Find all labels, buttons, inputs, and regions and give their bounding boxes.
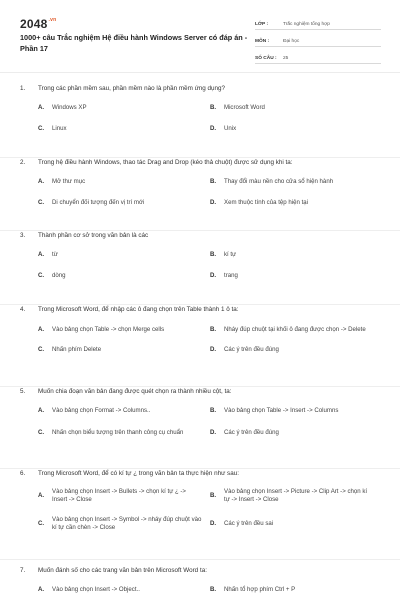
question-body: Muốn chia đoạn văn bản đang được quét chọn ra thành nhiều cột, ta: xyxy=(38,388,232,395)
answer-text: dòng xyxy=(52,271,66,279)
answer-letter: D. xyxy=(210,124,217,132)
question-text xyxy=(20,305,384,314)
answer-text: Các ý trên đều đúng xyxy=(224,346,279,353)
meta-value: Đại học xyxy=(283,39,300,44)
answer-option[interactable] xyxy=(38,514,210,534)
answer-text: Microsoft Word xyxy=(224,104,265,111)
answer-text: trang xyxy=(224,271,238,279)
answer-option[interactable] xyxy=(38,346,210,355)
answer-option[interactable] xyxy=(210,104,382,113)
question-body: Trong Microsoft Word, để có kí tự ¿ trong văn bản ta thực hiện như sau: xyxy=(38,470,239,477)
question-item xyxy=(0,387,400,469)
page-title: 1000+ câu Trắc nghiệm Hệ điều hành Windows Server có đáp án - Phần 17 xyxy=(20,33,248,53)
meta-row-class xyxy=(255,16,381,30)
answer-text: Unix xyxy=(224,124,237,132)
answer-text: Xem thuộc tính của tệp hiện tại xyxy=(224,198,309,206)
question-number: 1. xyxy=(20,85,26,92)
logo-extension: .vn xyxy=(48,17,57,23)
answer-text: Nhấn chọn biểu tượng trên thanh công cụ chuẩn xyxy=(52,429,184,437)
question-item xyxy=(0,469,400,560)
question-text xyxy=(20,566,384,575)
question-text xyxy=(20,469,384,478)
answer-option[interactable] xyxy=(38,586,210,595)
answer-grid xyxy=(38,251,384,280)
answer-letter: B. xyxy=(210,325,217,333)
answer-letter: C. xyxy=(38,271,45,279)
answer-grid xyxy=(38,104,384,133)
answer-text: Mở thư mục xyxy=(52,178,86,185)
answer-text: Vào bảng chọn Insert -> Object.. xyxy=(52,586,140,593)
answer-letter: A. xyxy=(38,104,45,111)
header-divider xyxy=(0,72,400,73)
question-number: 4. xyxy=(20,306,26,313)
answer-grid xyxy=(38,586,384,595)
answer-option[interactable] xyxy=(38,486,210,506)
meta-panel xyxy=(255,16,381,67)
question-number: 2. xyxy=(20,159,26,166)
meta-label: SỐ CÂU : xyxy=(255,56,277,61)
answer-text: từ xyxy=(52,251,58,258)
answer-option[interactable] xyxy=(38,104,210,113)
answer-letter: B. xyxy=(210,251,217,258)
answer-option[interactable] xyxy=(210,320,382,340)
question-item xyxy=(0,84,400,158)
answer-text: Di chuyển đối tượng đến vị trí mới xyxy=(52,198,145,206)
answer-option[interactable] xyxy=(38,424,210,444)
answer-letter: C. xyxy=(38,198,45,206)
question-number: 6. xyxy=(20,470,26,477)
question-number: 5. xyxy=(20,388,26,395)
question-body: Trong Microsoft Word, để nhập các ô đang chọn trên Table thành 1 ô ta: xyxy=(38,306,239,313)
answer-option[interactable] xyxy=(210,407,382,416)
answer-letter: A. xyxy=(38,586,45,593)
answer-text: Vào bảng chọn Table -> Insert -> Columns xyxy=(224,407,339,414)
answer-option[interactable] xyxy=(38,272,210,281)
answer-letter: A. xyxy=(38,407,45,414)
answer-letter: D. xyxy=(210,346,217,353)
answer-option[interactable] xyxy=(210,514,382,534)
answer-option[interactable] xyxy=(210,346,382,355)
answer-text: Thay đổi màu nền cho cửa sổ hiện hành xyxy=(224,178,334,185)
question-body: Muốn đánh số cho các trang văn bản trên Microsoft Word ta: xyxy=(38,567,207,574)
answer-letter: A. xyxy=(38,491,45,499)
answer-letter: A. xyxy=(38,178,45,185)
answer-letter: C. xyxy=(38,519,45,527)
meta-row-subject xyxy=(255,33,381,47)
question-body: Trong các phần mềm sau, phần mềm nào là phần mềm ứng dụng? xyxy=(38,85,226,92)
answer-option[interactable] xyxy=(38,178,210,187)
answer-letter: B. xyxy=(210,491,217,499)
answer-letter: A. xyxy=(38,325,45,333)
question-item xyxy=(0,305,400,387)
answer-text: Các ý trên đều sai xyxy=(224,519,274,527)
answer-letter: B. xyxy=(210,407,217,414)
answer-grid xyxy=(38,178,384,207)
question-body: Trong hệ điều hành Windows, thao tác Drag and Drop (kéo thả chuột) được sử dụng khi ta: xyxy=(38,159,293,166)
answer-letter: B. xyxy=(210,104,217,111)
answer-text: Nhấn tổ hợp phím Ctrl + P xyxy=(224,586,296,593)
answer-option[interactable] xyxy=(38,320,210,340)
answer-grid xyxy=(38,320,384,355)
answer-option[interactable] xyxy=(210,251,382,260)
site-logo[interactable] xyxy=(20,17,56,31)
answer-letter: D. xyxy=(210,198,217,206)
question-number: 3. xyxy=(20,232,26,239)
answer-option[interactable] xyxy=(210,586,382,595)
answer-letter: C. xyxy=(38,124,45,132)
answer-option[interactable] xyxy=(210,199,382,208)
meta-label: LỚP : xyxy=(255,22,269,27)
meta-value: Trắc nghiệm tổng hợp xyxy=(283,22,330,27)
answer-text: Vào bảng chọn Format -> Columns.. xyxy=(52,407,151,414)
answer-text: kí tự xyxy=(224,251,237,258)
answer-text: Các ý trên đều đúng xyxy=(224,429,279,437)
question-text xyxy=(20,84,384,93)
question-item xyxy=(0,231,400,305)
answer-letter: D. xyxy=(210,519,217,527)
answer-text: Nháy đúp chuột tại khối ô đang được chọn -> Delete xyxy=(224,325,366,333)
question-text xyxy=(20,387,384,396)
answer-option[interactable] xyxy=(210,424,382,444)
question-item xyxy=(0,158,400,231)
answer-text: Nhấn phím Delete xyxy=(52,346,102,353)
answer-option[interactable] xyxy=(38,199,210,208)
question-text xyxy=(20,231,384,240)
meta-label: MÔN : xyxy=(255,39,270,44)
question-body: Thành phần cơ sở trong văn bản là các xyxy=(38,232,149,239)
answer-text: Vào bảng chọn Insert -> Symbol -> nháy đúp chuột vào kí tự cần chèn -> Close xyxy=(52,515,202,531)
meta-row-count xyxy=(255,50,381,64)
answer-text: Vào bảng chọn Table -> chọn Merge cells xyxy=(52,325,165,333)
logo-text: 2048 xyxy=(20,17,48,31)
question-list xyxy=(0,84,400,600)
answer-grid xyxy=(38,486,384,534)
question-item xyxy=(0,560,400,600)
answer-option[interactable] xyxy=(210,178,382,187)
answer-option[interactable] xyxy=(210,125,382,134)
question-number: 7. xyxy=(20,567,26,574)
answer-option[interactable] xyxy=(38,125,210,134)
answer-letter: D. xyxy=(210,271,217,279)
answer-letter: B. xyxy=(210,178,217,185)
answer-letter: B. xyxy=(210,586,217,593)
answer-option[interactable] xyxy=(210,486,382,506)
answer-option[interactable] xyxy=(38,407,210,416)
answer-text: Linux xyxy=(52,124,67,132)
answer-option[interactable] xyxy=(210,272,382,281)
meta-value: 25 xyxy=(283,56,289,61)
answer-option[interactable] xyxy=(38,251,210,260)
answer-letter: C. xyxy=(38,346,45,353)
answer-letter: A. xyxy=(38,251,45,258)
answer-text: Vào bảng chọn Insert -> Picture -> Clip Art -> chọn kí tự -> Insert -> Close xyxy=(224,487,368,503)
answer-text: Windows XP xyxy=(52,104,87,111)
answer-text: Vào bảng chọn Insert -> Bullets -> chọn kí tự ¿ -> Insert -> Close xyxy=(52,487,186,503)
question-text xyxy=(20,158,384,167)
page-header xyxy=(0,0,400,72)
answer-letter: C. xyxy=(38,429,45,437)
answer-letter: D. xyxy=(210,429,217,437)
answer-grid xyxy=(38,407,384,444)
